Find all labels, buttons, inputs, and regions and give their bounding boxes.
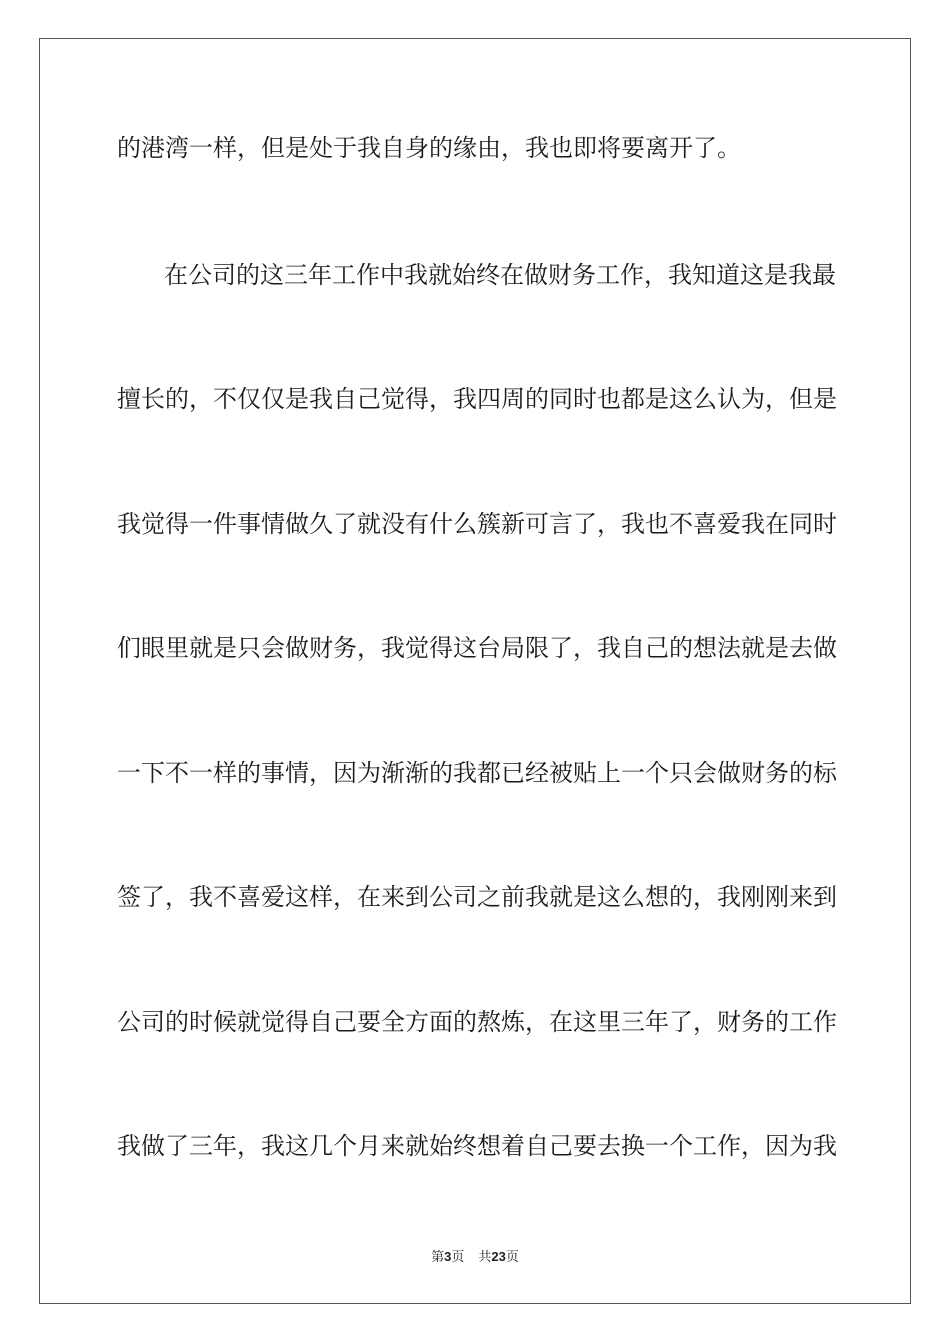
page-border (39, 38, 911, 1304)
body-text-line: 擅长的，不仅仅是我自己觉得，我四周的同时也都是这么认为，但是 (117, 385, 837, 413)
body-text-line: 公司的时候就觉得自己要全方面的熬炼，在这里三年了，财务的工作 (117, 1008, 837, 1036)
body-text-line: 我觉得一件事情做久了就没有什么簇新可言了，我也不喜爱我在同时 (117, 510, 837, 538)
total-prefix: 共 (478, 1250, 492, 1265)
body-text-line: 一下不一样的事情，因为渐渐的我都已经被贴上一个只会做财务的标 (117, 759, 837, 787)
body-text-line: 我做了三年，我这几个月来就始终想着自己要去换一个工作，因为我 (117, 1132, 837, 1160)
body-text-line: 签了，我不喜爱这样，在来到公司之前我就是这么想的，我刚刚来到 (117, 883, 837, 911)
page-prefix: 第 (431, 1250, 445, 1265)
page-number: 3 (444, 1249, 452, 1264)
body-text-line: 们眼里就是只会做财务，我觉得这台局限了，我自己的想法就是去做 (117, 634, 837, 662)
page-footer (0, 1248, 950, 1267)
body-text-line: 的港湾一样，但是处于我自身的缘由，我也即将要离开了。 (117, 134, 741, 162)
total-pages: 23 (491, 1249, 506, 1264)
page-suffix: 页 (451, 1250, 465, 1265)
paragraph-start-line: 在公司的这三年工作中我就始终在做财务工作，我知道这是我最 (164, 261, 836, 289)
total-suffix: 页 (505, 1250, 519, 1265)
